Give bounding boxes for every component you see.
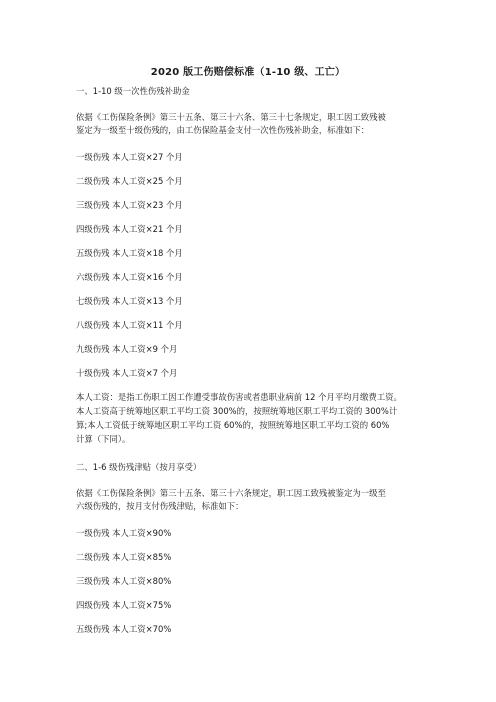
section2-intro-line2: 六级伤残的，按月支付伤残津贴，标准如下： [76, 501, 244, 511]
section1-item-10: 十级伤残 本人工资×7 个月 [76, 368, 178, 378]
section1-heading: 一、1-10 级一次性伤残补助金 [76, 86, 190, 96]
section1-note-line2: 本人工资高于统筹地区职工平均工资 300%的，按照统筹地区职工平均工资的 300%计 [76, 406, 398, 416]
document-title: 2020 版工伤赔偿标准（1-10 级、工亡） [150, 67, 346, 78]
section2-heading: 二、1-6 级伤残津贴（按月享受） [76, 462, 202, 472]
section1-intro-line1: 依据《工伤保险条例》第三十五条、第三十六条、第三十七条规定，职工因工致残被 [76, 112, 386, 122]
section1-note-line3: 算;本人工资低于统筹地区职工平均工资 60%的，按照统筹地区职工平均工资的 60% [76, 420, 390, 430]
section1-item-4: 四级伤残 本人工资×21 个月 [76, 224, 183, 234]
section1-item-5: 五级伤残 本人工资×18 个月 [76, 248, 183, 258]
section1-intro-line2: 鉴定为一级至十级伤残的，由工伤保险基金支付一次性伤残补助金，标准如下： [76, 125, 370, 135]
section1-item-9: 九级伤残 本人工资×9 个月 [76, 344, 178, 354]
section2-item-4: 四级伤残 本人工资×75% [76, 600, 172, 610]
section1-note-line4: 计算（下同）。 [76, 434, 131, 444]
section1-item-8: 八级伤残 本人工资×11 个月 [76, 320, 183, 330]
section2-intro-line1: 依据《工伤保险条例》第三十五条、第三十六条规定，职工因工致残被鉴定为一级至 [76, 488, 386, 498]
section2-item-5: 五级伤残 本人工资×70% [76, 624, 172, 634]
section1-item-2: 二级伤残 本人工资×25 个月 [76, 176, 183, 186]
section1-item-3: 三级伤残 本人工资×23 个月 [76, 200, 183, 210]
section1-item-7: 七级伤残 本人工资×13 个月 [76, 296, 183, 306]
section1-note-line1: 本人工资：是指工伤职工因工作遭受事故伤害或者患职业病前 12 个月平均月缴费工资。 [76, 392, 402, 402]
section1-item-6: 六级伤残 本人工资×16 个月 [76, 272, 183, 282]
section1-item-1: 一级伤残 本人工资×27 个月 [76, 152, 183, 162]
section2-item-1: 一级伤残 本人工资×90% [76, 528, 172, 538]
section2-item-2: 二级伤残 本人工资×85% [76, 552, 172, 562]
section2-item-3: 三级伤残 本人工资×80% [76, 576, 172, 586]
